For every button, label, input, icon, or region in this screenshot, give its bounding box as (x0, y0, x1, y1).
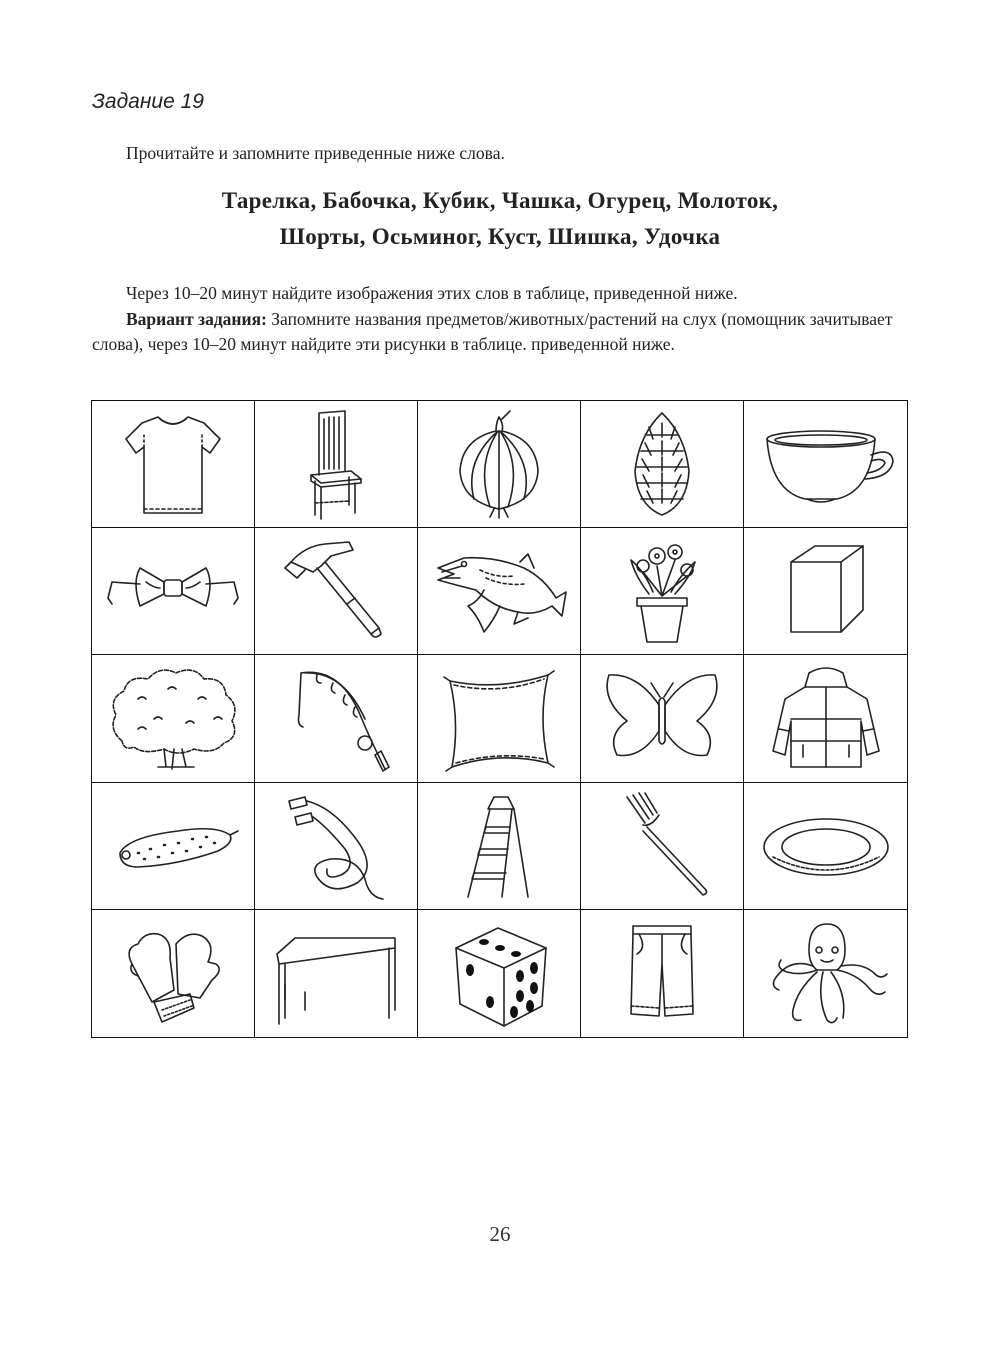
table-cell (418, 655, 581, 782)
table-cell (92, 783, 255, 910)
table-cell (255, 528, 418, 655)
variant-label: Вариант задания: (126, 309, 267, 329)
table-cell (92, 401, 255, 528)
pillow-icon (424, 659, 574, 777)
table-cell (744, 528, 907, 655)
task-title: Задание 19 (92, 90, 204, 113)
t-shirt-icon (98, 405, 248, 523)
table-cell (581, 783, 744, 910)
table-cell (581, 655, 744, 782)
stepladder-icon (424, 787, 574, 905)
table-cell (744, 401, 907, 528)
table-cell (255, 783, 418, 910)
table-cell (744, 655, 907, 782)
shorts-icon (587, 914, 737, 1032)
bush-icon (98, 659, 248, 777)
words-line-1: Тарелка, Бабочка, Кубик, Чашка, Огурец, Молоток, (221, 188, 779, 213)
page-number: 26 (489, 1222, 511, 1246)
table-cell (581, 401, 744, 528)
instruction-find: Через 10–20 минут найдите изображения этих слов в таблице, приведенной ниже. (126, 283, 738, 303)
chair-icon (261, 405, 411, 523)
table-cell (744, 783, 907, 910)
fishing-rod-icon (261, 659, 411, 777)
table-cell (255, 910, 418, 1037)
pike-fish-icon (424, 532, 574, 650)
table-cell (418, 401, 581, 528)
octopus-icon (751, 914, 901, 1032)
table-cell (581, 528, 744, 655)
cucumber-icon (98, 787, 248, 905)
dice-icon (424, 914, 574, 1032)
table-cell (92, 528, 255, 655)
picture-table (91, 400, 908, 1038)
mittens-icon (98, 914, 248, 1032)
jump-rope-icon (261, 787, 411, 905)
table-cell (418, 910, 581, 1037)
jacket-icon (751, 659, 901, 777)
table-cell (92, 910, 255, 1037)
pine-cone-icon (587, 405, 737, 523)
plate-icon (751, 787, 901, 905)
table-icon (261, 914, 411, 1032)
table-cell (418, 528, 581, 655)
table-cell (581, 910, 744, 1037)
onion-icon (424, 405, 574, 523)
potted-flower-icon (587, 532, 737, 650)
variant-text: Запомните названия предметов/животных/растений на слух (помощник зачитывает слова), через 10–20 минут найдите эти рисунки в таблице. приведенной ниже. (92, 309, 893, 354)
butterfly-icon (587, 659, 737, 777)
instruction-read: Прочитайте и запомните приведенные ниже слова. (126, 143, 505, 163)
bow-tie-icon (98, 532, 248, 650)
table-cell (744, 910, 907, 1037)
cup-icon (751, 405, 901, 523)
fork-icon (587, 787, 737, 905)
variant-paragraph (92, 307, 912, 357)
words-line-2: Шорты, Осьминог, Куст, Шишка, Удочка (279, 224, 721, 249)
cube-icon (751, 532, 901, 650)
table-cell (255, 655, 418, 782)
table-cell (92, 655, 255, 782)
hammer-icon (261, 532, 411, 650)
table-cell (255, 401, 418, 528)
table-cell (418, 783, 581, 910)
